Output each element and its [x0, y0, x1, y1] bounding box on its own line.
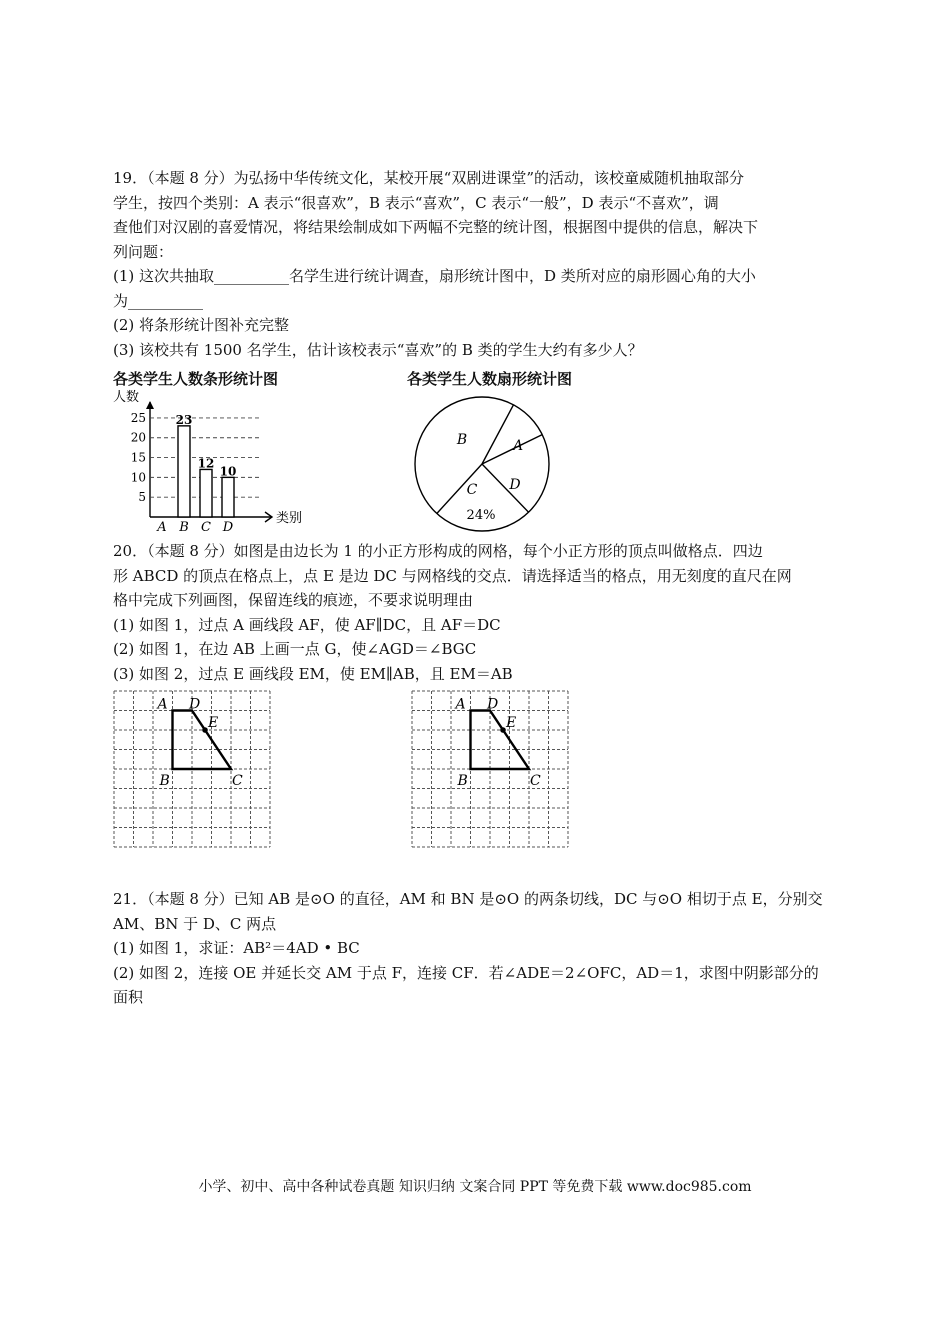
y-tick-label: 10 — [130, 470, 146, 485]
question-20 — [113, 539, 838, 686]
quadrilateral-abcd — [471, 711, 530, 770]
quadrilateral-abcd — [173, 711, 232, 770]
q19-line: 列问题： — [113, 242, 174, 261]
pie-slice-percent: 24% — [466, 508, 496, 523]
label-c: C — [530, 773, 541, 789]
pie-chart-title: 各类学生人数扇形统计图 — [407, 370, 573, 388]
x-tick-label: C — [201, 520, 211, 533]
pie-chart — [410, 392, 555, 537]
q20-line: 20．（本题 8 分）如图是由边长为 1 的小正方形构成的网格，每个小正方形的顶点叫做格点．四边 — [113, 542, 763, 560]
bar — [178, 426, 190, 517]
grid-figure-2 — [411, 690, 569, 848]
q21-line: AM、BN 于 D、C 两点 — [113, 914, 277, 933]
q20-part-3: (3) 如图 2，过点 E 画线段 EM，使 EM∥AB，且 EM＝AB — [113, 664, 513, 683]
bar-value-label: 10 — [219, 464, 237, 479]
x-tick-label: D — [222, 520, 234, 533]
bar-chart-title: 各类学生人数条形统计图 — [113, 370, 279, 388]
point-e — [202, 727, 208, 733]
q19-part-3: (3) 该校共有 1500 名学生，估计该校表示“喜欢”的 B 类的学生大约有多少人？ — [113, 340, 643, 359]
label-d: D — [487, 696, 499, 713]
q21-line: 21．（本题 8 分）已知 AB 是⊙O 的直径，AM 和 BN 是⊙O 的两条切线，DC 与⊙O 相切于点 E，分别交 — [113, 890, 823, 908]
x-tick-label: B — [179, 520, 189, 533]
y-axis-arrow — [146, 401, 154, 409]
question-19 — [113, 166, 838, 362]
pie-slice-label: C — [466, 482, 478, 498]
bar — [222, 477, 234, 517]
y-tick-label: 25 — [130, 410, 146, 425]
q19-part-1: (1) 这次共抽取__________名学生进行统计调查，扇形统计图中，D 类所对应的扇形圆心角的大小 — [113, 267, 756, 285]
q19-part-1-cont: 为__________ — [113, 291, 204, 310]
y-tick-label: 15 — [130, 450, 146, 465]
q20-line: 形 ABCD 的顶点在格点上，点 E 是边 DC 与网格线的交点．请选择适当的格点，用无刻度的直尺在网 — [113, 566, 792, 585]
label-a: A — [157, 696, 168, 713]
bar-chart — [110, 388, 320, 533]
pie-slice-label: B — [456, 432, 468, 448]
q19-line: 学生，按四个类别：A 表示“很喜欢”，B 表示“喜欢”，C 表示“一般”，D 表示“不喜欢”，调 — [113, 193, 719, 212]
q21-part-2: (2) 如图 2，连接 OE 并延长交 AM 于点 F，连接 CF．若∠ADE＝2∠OFC，AD＝1，求图中阴影部分的 — [113, 963, 819, 982]
pie-slice-label: A — [512, 438, 524, 454]
x-axis-label: 类别 — [276, 511, 303, 526]
q20-line: 格中完成下列画图，保留连线的痕迹，不要求说明理由 — [113, 591, 474, 609]
q19-line: 19．（本题 8 分）为弘扬中华传统文化，某校开展“双剧进课堂”的活动，该校童威随机抽取部分 — [113, 169, 745, 187]
y-tick-label: 20 — [130, 430, 146, 445]
y-tick-label: 5 — [138, 490, 146, 505]
label-d: D — [189, 696, 201, 713]
label-e: E — [506, 715, 517, 731]
q19-part-2: (2) 将条形统计图补充完整 — [113, 316, 290, 334]
label-b: B — [159, 773, 170, 789]
y-axis-label: 人数 — [113, 390, 140, 405]
footer-text: 小学、初中、高中各种试卷真题 知识归纳 文案合同 PPT 等免费下载 www.doc985.com — [198, 1179, 752, 1195]
grid-figure-1 — [113, 690, 271, 848]
bar-value-label: 12 — [197, 456, 215, 471]
q20-part-2: (2) 如图 1，在边 AB 上画一点 G，使∠AGD＝∠BGC — [113, 640, 477, 658]
q21-part-1: (1) 如图 1，求证：AB²＝4AD • BC — [113, 939, 360, 957]
label-a: A — [455, 696, 466, 713]
bar-value-label: 23 — [175, 412, 193, 427]
bar — [200, 469, 212, 517]
q20-part-1: (1) 如图 1，过点 A 画线段 AF，使 AF∥DC，且 AF＝DC — [113, 615, 501, 634]
pie-slice-label: D — [509, 477, 521, 493]
label-b: B — [457, 773, 468, 789]
label-c: C — [232, 773, 243, 789]
point-e — [500, 727, 506, 733]
label-e: E — [208, 715, 219, 731]
q19-line: 查他们对汉剧的喜爱情况，将结果绘制成如下两幅不完整的统计图，根据图中提供的信息，解决下 — [113, 218, 759, 236]
q21-part-2-cont: 面积 — [113, 988, 144, 1006]
x-tick-label: A — [157, 520, 167, 533]
question-21 — [113, 887, 838, 1010]
